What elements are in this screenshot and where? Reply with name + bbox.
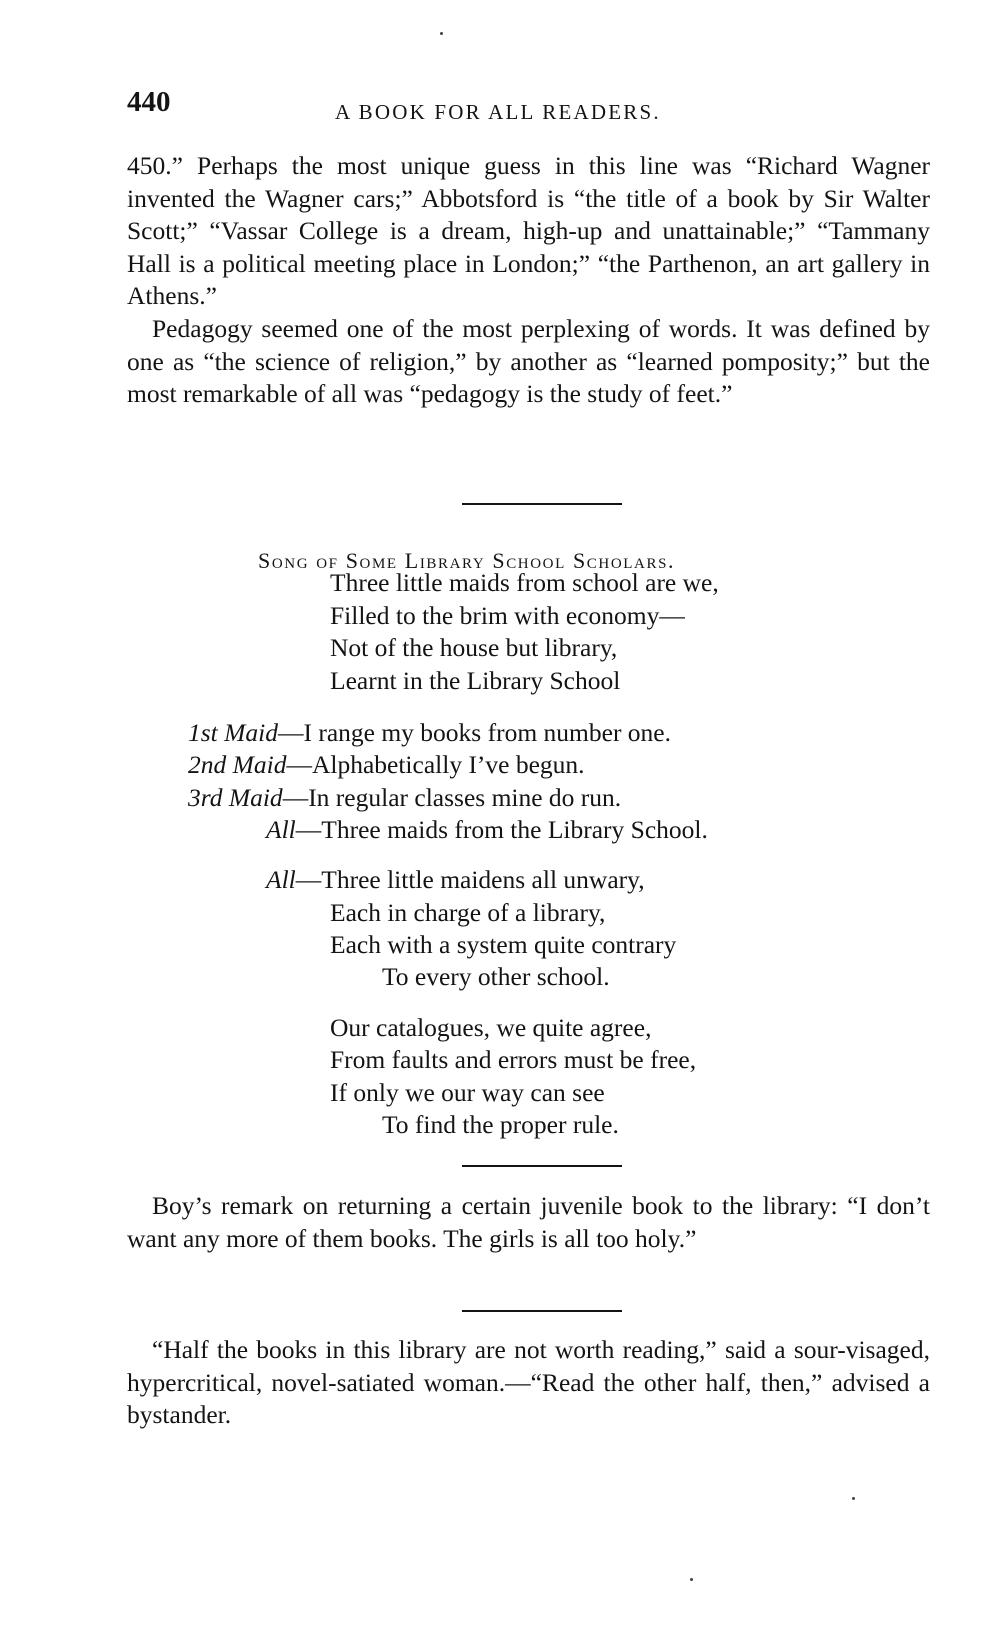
verse-line: Three little maids from school are we, [330, 568, 719, 597]
opening-text [127, 150, 930, 411]
speaker-label: All [266, 865, 296, 894]
verse-text: —Three little maidens all unwary, [295, 865, 645, 894]
speaker-label: 2nd Maid [188, 750, 287, 779]
anecdote-text: “Half the books in this library are not worth reading,” said a sour-visaged, hypercritical, novel-satiated woman.—“Read the other half, then,” advised a bystander. [127, 1335, 930, 1430]
verse-line: To every other school. [382, 962, 610, 991]
dialogue-line [188, 749, 585, 782]
dialogue-line [188, 782, 621, 815]
anecdote-boy [127, 1190, 930, 1255]
page-header [127, 86, 930, 126]
speaker-label: 1st Maid [188, 718, 278, 747]
verse-line: Filled to the brim with economy— [330, 601, 685, 630]
dialogue-line [266, 814, 708, 847]
verse-line: Not of the house but library, [330, 633, 618, 662]
anecdote-woman [127, 1334, 930, 1432]
paragraph-pedagogy: Pedagogy seemed one of the most perplexing of words. It was defined by one as “the science of religion,” by another as “learned pomposity;” but the most remarkable of all was “pedagogy is the study of feet.” [127, 313, 930, 409]
verse-line [266, 864, 645, 897]
section-divider [462, 1310, 622, 1312]
dialogue-text: —Three maids from the Library School. [295, 815, 708, 844]
verse-line: From faults and errors must be free, [330, 1045, 697, 1074]
dialogue-text: —I range my books from number one. [277, 718, 672, 747]
verse-line: Learnt in the Library School [330, 666, 621, 695]
dialogue-text: —In regular classes mine do run. [282, 783, 622, 812]
speaker-label: All [266, 815, 296, 844]
page-number: 440 [127, 86, 171, 118]
verse-line: If only we our way can see [330, 1078, 605, 1107]
verse-line: Our catalogues, we quite agree, [330, 1013, 652, 1042]
paragraph-wagner: 450.” Perhaps the most unique guess in this line was “Richard Wagner invented the Wagner cars;” Abbotsford is “the title of a book by Sir Walter Scott;” “Vassar College is a dream, high-up and unattainable;” “Tammany Hall is a political meeting place in London;” “the Parthenon, an art gallery in Athens.” [127, 151, 930, 311]
print-speck [440, 32, 443, 35]
dialogue-text: —Alphabetically I’ve begun. [286, 750, 585, 779]
section-divider [462, 503, 622, 505]
print-speck [852, 1497, 855, 1500]
speaker-label: 3rd Maid [188, 783, 283, 812]
verse-line: Each in charge of a library, [330, 898, 606, 927]
print-speck [690, 1578, 693, 1581]
dialogue-line [188, 717, 671, 750]
anecdote-text: Boy’s remark on returning a certain juvenile book to the library: “I don’t want any more of them books. The girls is all too holy.” [127, 1191, 930, 1253]
verse-line: Each with a system quite contrary [330, 930, 677, 959]
section-divider [462, 1165, 622, 1167]
song-title: Song of Some Library School Scholars. [258, 548, 676, 573]
verse-line: To find the proper rule. [382, 1110, 619, 1139]
running-title: A BOOK FOR ALL READERS. [335, 100, 661, 124]
